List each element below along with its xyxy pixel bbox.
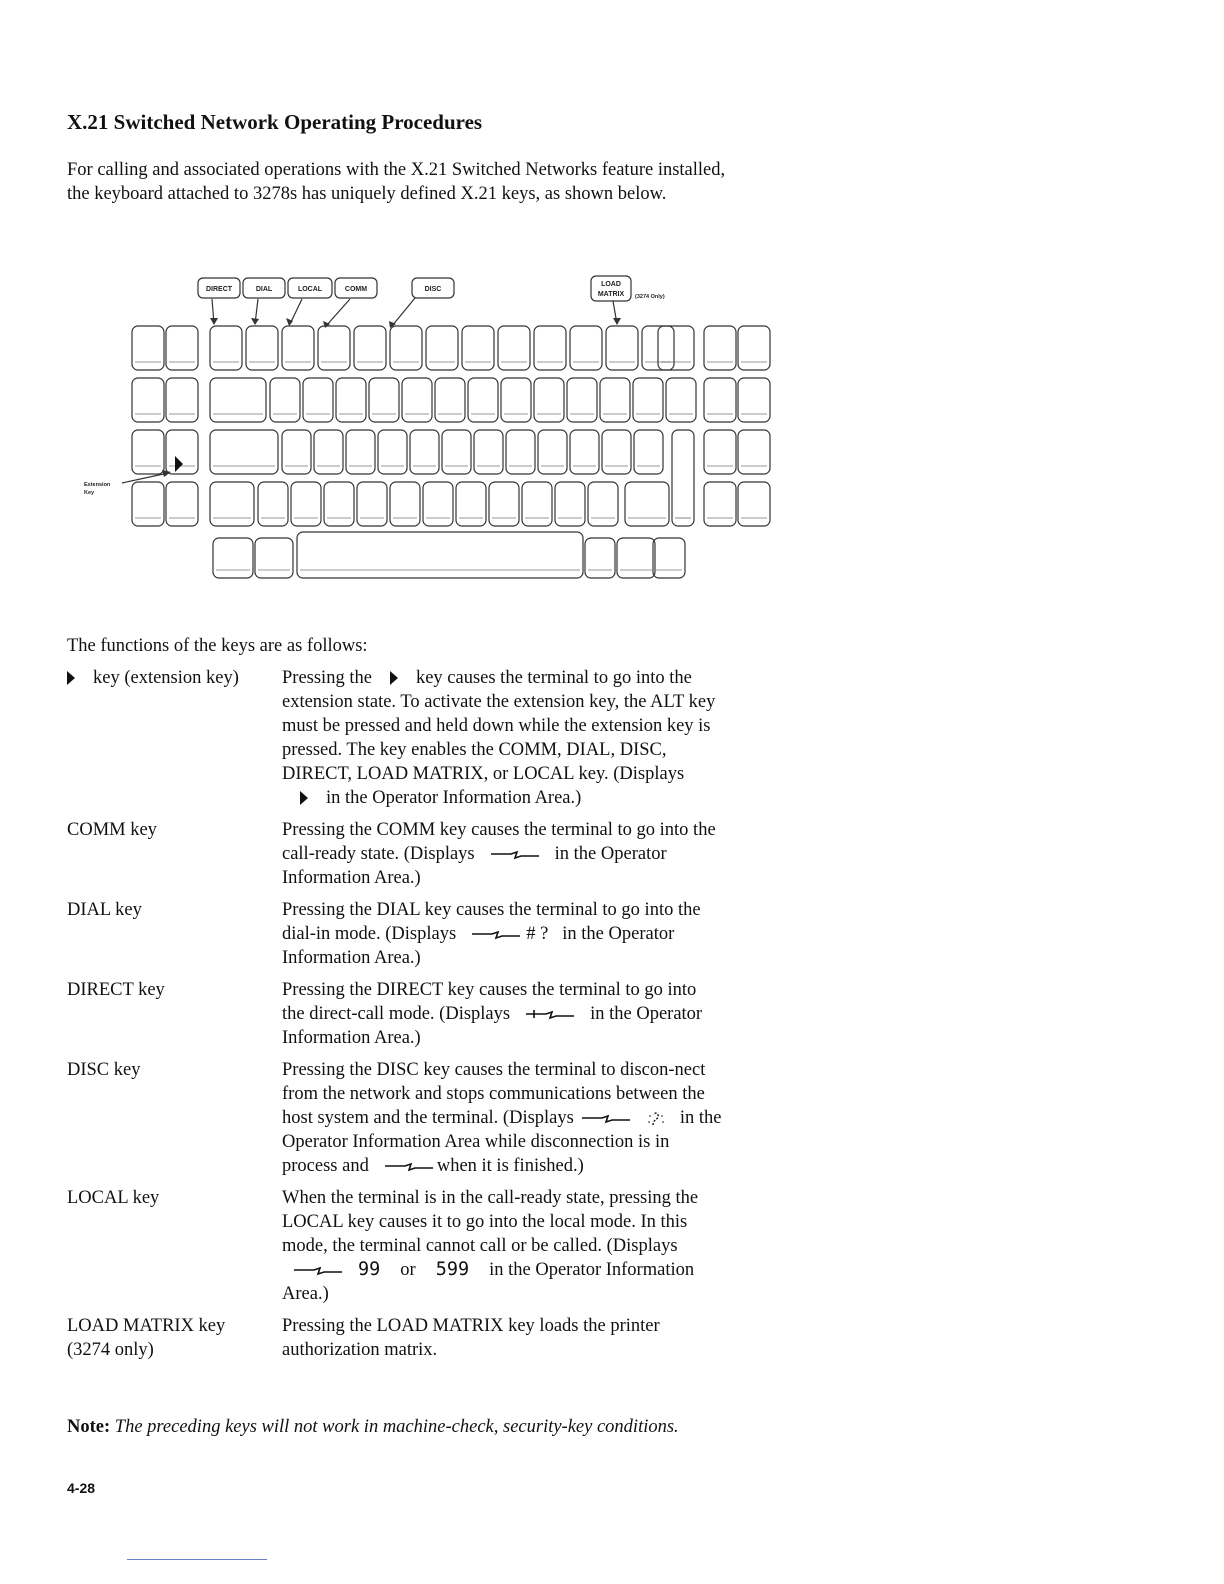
keyboard-key: [291, 482, 321, 526]
definition-disc-key: [67, 1058, 767, 1178]
keyboard-key: [210, 482, 254, 526]
keyboard-key: [210, 430, 278, 474]
keyboard-key: [354, 326, 386, 370]
keyboard-key: [666, 378, 696, 422]
keyboard-key: [585, 538, 615, 578]
local-key-label: LOCAL: [297, 286, 323, 293]
extension-triangle-icon: [390, 671, 398, 685]
keyboard-key: [570, 326, 602, 370]
keyboard-key: [489, 482, 519, 526]
load-matrix-note: (3274 Only): [635, 294, 665, 300]
definition-term: DISC key: [67, 1060, 141, 1080]
page-title: X.21 Switched Network Operating Procedures: [67, 110, 483, 134]
keyboard-key: [600, 378, 630, 422]
functions-heading: The functions of the keys are as follows:: [67, 636, 368, 656]
note-text: The preceding keys will not work in machine-check, security-key conditions.: [114, 1417, 679, 1437]
keyboard-key: [357, 482, 387, 526]
call-ready-symbol-icon: [292, 1264, 344, 1278]
page-number: 4-28: [67, 1480, 96, 1496]
keyboard-key: [166, 326, 198, 370]
keyboard-key: [166, 482, 198, 526]
keyboard-key: [270, 378, 300, 422]
definition-description: Pressing the key causes the terminal to go into the extension state. To activate the extension key, the ALT key must be pressed and held down while the extension key is pressed. The key enables the COMM, DIAL, DISC, DIRECT, LOAD MATRIX, or LOCAL key. (Displaysin the Operator Information Area.): [282, 668, 716, 808]
key-definitions: [67, 666, 767, 1370]
dial-status-symbol: # ?: [526, 924, 549, 944]
keyboard-key: [213, 538, 253, 578]
keyboard-key: [653, 538, 685, 578]
disconnect-in-process-icon: [646, 1110, 666, 1128]
matrix-key-label: MATRIX: [597, 291, 625, 298]
keyboard-key: [410, 430, 439, 474]
keyboard-key: [555, 482, 585, 526]
keyboard-key: [704, 378, 736, 422]
keyboard-key: [625, 482, 669, 526]
keyboard-key: [336, 378, 366, 422]
keyboard-key: [534, 378, 564, 422]
keyboard-key: [423, 482, 453, 526]
footer-rule: [127, 1559, 267, 1560]
extension-key-symbol: [175, 456, 183, 472]
keyboard-key: [704, 326, 736, 370]
keyboard-key: [588, 482, 618, 526]
keyboard-key: [282, 430, 311, 474]
keyboard-key: [658, 326, 694, 370]
definition-term: LOCAL key: [67, 1188, 160, 1208]
keyboard-key: [282, 326, 314, 370]
keyboard-key: [132, 378, 164, 422]
keyboard-key: [166, 378, 198, 422]
definition-term: LOAD MATRIX key (3274 only): [67, 1316, 226, 1360]
keyboard-key: [318, 326, 350, 370]
definition-extension-key: [67, 666, 767, 810]
keyboard-key: [314, 430, 343, 474]
definition-local-key: [67, 1186, 767, 1306]
definition-description: When the terminal is in the call-ready state, pressing the LOCAL key causes it to go into the local mode. In this mode, the terminal cannot call or be called. (Displays99 or 599 in the Operator Information Area.): [282, 1188, 699, 1304]
keyboard-key: [378, 430, 407, 474]
extension-triangle-icon: [300, 791, 308, 805]
keyboard-key: [456, 482, 486, 526]
disc-key-label: DISC: [424, 286, 442, 293]
call-ready-symbol-icon: [580, 1112, 632, 1126]
keyboard-key: [426, 326, 458, 370]
keyboard-key: [297, 532, 583, 578]
keyboard-key: [633, 378, 663, 422]
keyboard-key: [672, 430, 694, 526]
comm-key-label: COMM: [344, 286, 368, 293]
keyboard-key: [738, 430, 770, 474]
local-status-symbol-a: 99: [358, 1259, 381, 1280]
keyboard-key: [246, 326, 278, 370]
keyboard-key: [567, 378, 597, 422]
keyboard-key: [534, 326, 566, 370]
keyboard-key: [704, 430, 736, 474]
keyboard-key: [738, 326, 770, 370]
keyboard-key: [498, 326, 530, 370]
keyboard-keys: [132, 326, 770, 578]
keyboard-key: [390, 326, 422, 370]
call-ready-symbol-icon: [470, 928, 522, 942]
keyboard-key: [435, 378, 465, 422]
note-label: Note:: [67, 1417, 111, 1437]
keyboard-key: [132, 326, 164, 370]
keyboard-key: [570, 430, 599, 474]
keyboard-key: [468, 378, 498, 422]
keyboard-key: [501, 378, 531, 422]
dial-key-label: DIAL: [255, 286, 273, 293]
keyboard-key: [324, 482, 354, 526]
extension-triangle-icon: [67, 671, 75, 685]
keyboard-key: [474, 430, 503, 474]
callout-arrowheads: [162, 318, 621, 477]
definition-term: COMM key: [67, 820, 157, 840]
keyboard-key: [303, 378, 333, 422]
keyboard-key: [602, 430, 631, 474]
keyboard-key: [210, 378, 266, 422]
keyboard-key: [402, 378, 432, 422]
definition-description: Pressing the DIRECT key causes the terminal to go into the direct-call mode. (Displays in the Operator Information Area.): [282, 980, 703, 1048]
keyboard-figure: [80, 268, 780, 588]
intro-paragraph: For calling and associated operations with the X.21 Switched Networks feature installed, the keyboard attached to 3278s has uniquely defined X.21 keys, as shown below.: [67, 160, 726, 204]
keyboard-key: [346, 430, 375, 474]
keyboard-key: [606, 326, 638, 370]
keyboard-key: [462, 326, 494, 370]
keyboard-key: [506, 430, 535, 474]
extension-callout-key-word: Key: [84, 490, 95, 496]
definition-term: DIRECT key: [67, 980, 165, 1000]
keyboard-key: [617, 538, 655, 578]
definition-term: key (extension key): [67, 666, 282, 810]
extension-callout-label: Extension: [84, 482, 111, 488]
definition-dial-key: [67, 898, 767, 970]
definition-description: Pressing the COMM key causes the terminal to go into the call-ready state. (Displays in the Operator Information Area.): [282, 820, 716, 888]
load-key-label: LOAD: [601, 281, 621, 288]
keyboard-key: [166, 430, 198, 474]
keyboard-key: [522, 482, 552, 526]
call-ready-symbol-icon: [383, 1160, 435, 1174]
definition-comm-key: [67, 818, 767, 890]
keyboard-key: [704, 482, 736, 526]
definition-direct-key: [67, 978, 767, 1050]
keyboard-key: [132, 430, 164, 474]
keyboard-key: [442, 430, 471, 474]
local-status-symbol-b: 599: [435, 1259, 470, 1280]
definition-load-matrix-key: [67, 1314, 767, 1362]
definition-description: Pressing the DISC key causes the terminal to discon-nect from the network and stops communications between the host system and the terminal. (Displays in the Operator Information Area while disconnection is in process and when it is finished.): [282, 1060, 722, 1176]
keyboard-key: [738, 482, 770, 526]
direct-key-label: DIRECT: [205, 286, 233, 293]
keyboard-key: [738, 378, 770, 422]
keyboard-key: [538, 430, 567, 474]
definition-description: Pressing the DIAL key causes the terminal to go into the dial-in mode. (Displays # ? in the Operator Information Area.): [282, 900, 701, 968]
call-ready-symbol-icon: [489, 848, 541, 862]
keyboard-key: [132, 482, 164, 526]
keyboard-key: [390, 482, 420, 526]
definition-term: DIAL key: [67, 900, 142, 920]
keyboard-key: [255, 538, 293, 578]
definition-description: Pressing the LOAD MATRIX key loads the printer authorization matrix.: [282, 1316, 660, 1360]
keyboard-key: [210, 326, 242, 370]
keyboard-key: [634, 430, 663, 474]
note: [67, 1416, 707, 1439]
direct-call-symbol-icon: [524, 1008, 576, 1022]
keyboard-key: [369, 378, 399, 422]
keyboard-key: [258, 482, 288, 526]
